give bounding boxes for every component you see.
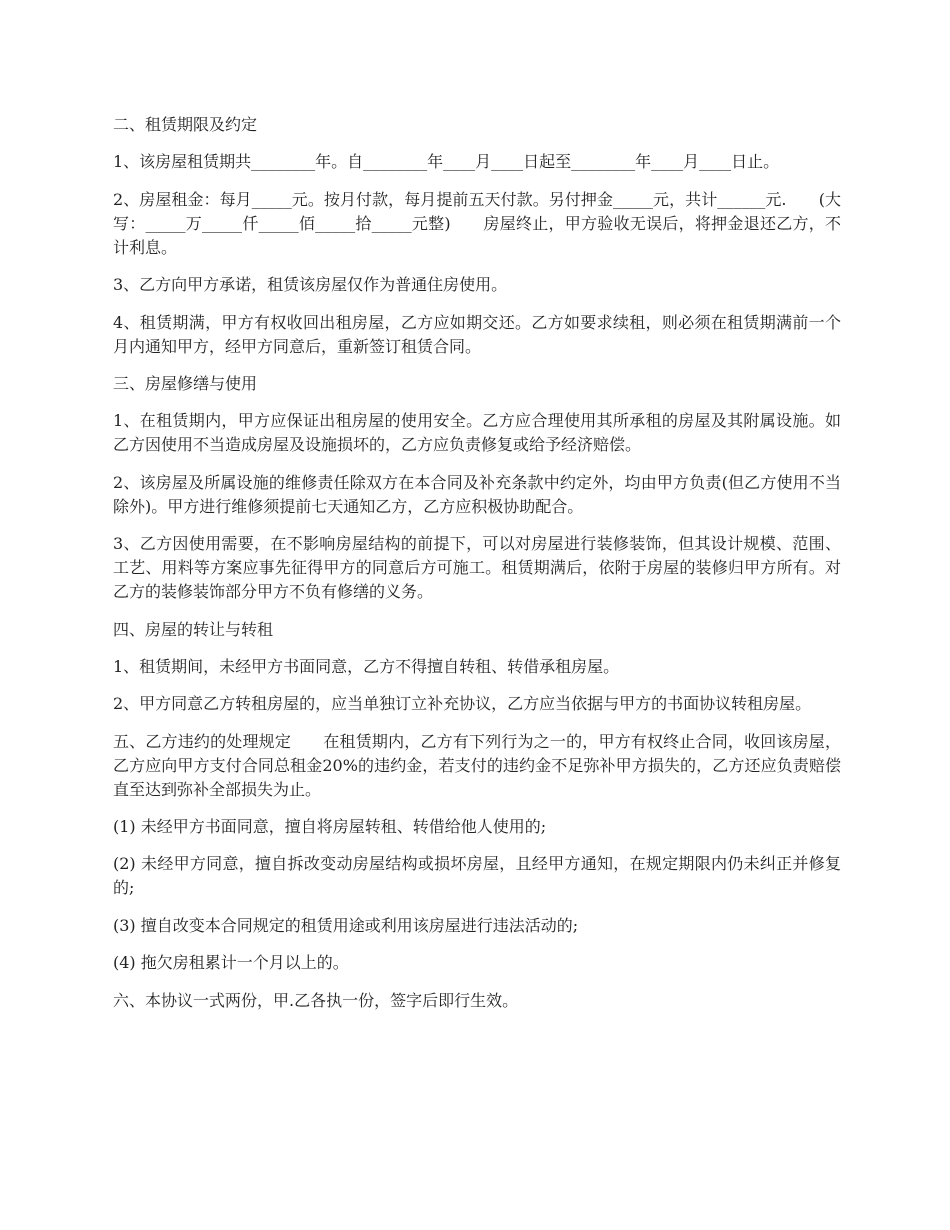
breach-item-3: (3) 擅自改变本合同规定的租赁用途或利用该房屋进行违法活动的; [113,915,579,935]
section-heading-repair-use: 三、房屋修缮与使用 [113,373,258,393]
breach-item-2: (2) 未经甲方同意，擅自拆改变动房屋结构或损坏房屋，且经甲方通知，在规定期限内仍未纠正并修复的; [113,854,841,898]
clause-maintenance: 2、该房屋及所属设施的维修责任除双方在本合同及补充条款中约定外，均由甲方负责(但乙方使用不当除外)。甲方进行维修须提前七天通知乙方，乙方应积极协助配合。 [113,472,841,516]
section-breach-handling: 五、乙方违约的处理规定 在租赁期内，乙方有下列行为之一的，甲方有权终止合同，收回该房屋，乙方应向甲方支付合同总租金20%的违约金，若支付的违约金不足弥补甲方损失的，乙方还应负责赔偿直至达到弥补全部损失为止。 [113,731,841,799]
clause-sublet-agreement: 2、甲方同意乙方转租房屋的，应当单独订立补充协议，乙方应当依据与甲方的书面协议转租房屋。 [113,694,812,714]
clause-decoration: 3、乙方因使用需要，在不影响房屋结构的前提下，可以对房屋进行装修装饰，但其设计规模、范围、工艺、用料等方案应事先征得甲方的同意后方可施工。租赁期满后，依附于房屋的装修归甲方所有。对乙方的装修装饰部分甲方不负有修缮的义务。 [113,534,841,602]
section-copies-effect: 六、本协议一式两份，甲.乙各执一份，签字后即行生效。 [113,990,519,1010]
breach-item-4: (4) 拖欠房租累计一个月以上的。 [113,953,349,973]
clause-safety-damage: 1、在租赁期内，甲方应保证出租房屋的使用安全。乙方应合理使用其所承租的房屋及其附属设施。如乙方因使用不当造成房屋及设施损坏的，乙方应负责修复或给予经济赔偿。 [113,411,841,455]
document-page [113,113,841,1026]
clause-lease-period: 1、该房屋租赁期共________年。自________年____月____日起至________年____月____日止。 [113,152,780,172]
clause-residential-use: 3、乙方向甲方承诺，租赁该房屋仅作为普通住房使用。 [113,275,508,295]
section-heading-transfer-sublet: 四、房屋的转让与转租 [113,619,274,639]
clause-lease-expiry: 4、租赁期满，甲方有权收回出租房屋，乙方应如期交还。乙方如要求续租，则必须在租赁期满前一个月内通知甲方，经甲方同意后，重新签订租赁合同。 [113,312,841,356]
section-heading-lease-term: 二、租赁期限及约定 [113,115,258,134]
clause-no-sublet: 1、租赁期间，未经甲方书面同意，乙方不得擅自转租、转借承租房屋。 [113,656,620,676]
breach-item-1: (1) 未经甲方书面同意，擅自将房屋转租、转借给他人使用的; [113,817,547,837]
clause-rent-deposit: 2、房屋租金：每月_____元。按月付款，每月提前五天付款。另付押金_____元，共计______元. (大写：_____万_____仟_____佰_____拾_____元整) 房屋终止，甲方验收无误后，将押金退还乙方，不计利息。 [113,189,841,257]
